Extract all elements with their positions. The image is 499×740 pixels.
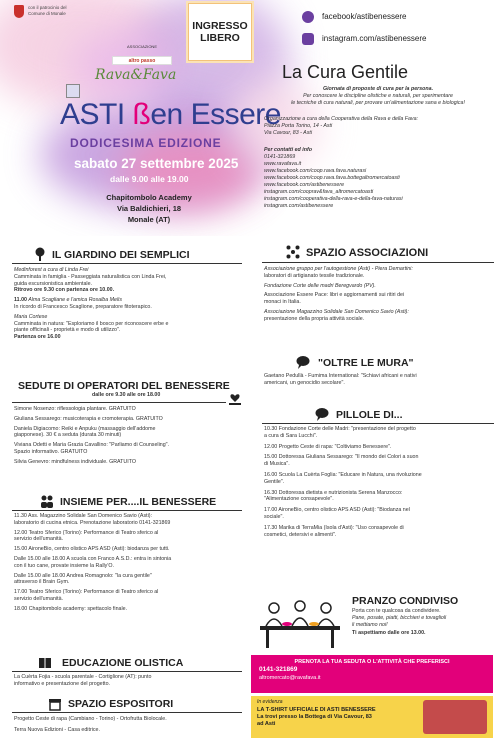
event-date: sabato 27 settembre 2025 xyxy=(74,156,239,171)
network-icon xyxy=(286,245,300,259)
runner-icon: ß xyxy=(132,98,151,131)
hands-heart-icon xyxy=(228,392,242,406)
cura-contacts: Per contatti ed info 0141-321869 www.ravafava.it www.facebook.com/coop.rava.fava.naturasi www.facebook.com/coop.rava.fava.bottegaltromercatoasti www.facebook.com/astibenessere instagram.com/cooprav&fava_altromercatoasti instagram.com/cooperativa-della-rava-e-della-fava-naturasi instagram.com/astibenessere xyxy=(264,147,494,210)
divider xyxy=(12,510,242,511)
cura-title: La Cura Gentile xyxy=(282,62,409,82)
contact-link[interactable]: www.facebook.com/astibenessere xyxy=(264,182,345,188)
cura-subtitle: Giornata di proposte di cura per la persona. xyxy=(322,86,434,92)
contact-link[interactable]: instagram.com/cooprav&fava_altromercatoasti xyxy=(264,189,374,195)
oltre-content: Gaetano Pedullà - Fumima International: "Schiavi africani e nativi americani, un genocidio secolare". xyxy=(264,373,417,386)
divider xyxy=(12,671,242,672)
lunch-illustration xyxy=(256,596,344,652)
espositori-title: SPAZIO ESPOSITORI xyxy=(68,698,174,710)
educazione-content: La Cuèrta Fojia - scuola parentale - Cortiglione (AT): punto informativo e presentazione del progetto. xyxy=(14,674,152,687)
speech-bubble-icon xyxy=(296,355,310,369)
association-logo: ASSOCIAZIONE xyxy=(126,44,157,49)
associazioni-title: SPAZIO ASSOCIAZIONI xyxy=(306,247,429,259)
tshirt-photo xyxy=(423,700,487,734)
booking-email[interactable]: altromercato@ravafava.it xyxy=(259,675,321,681)
divider xyxy=(12,712,242,713)
sedute-title: SEDUTE DI OPERATORI DEL BENESSERE xyxy=(18,380,230,392)
people-icon xyxy=(40,494,54,508)
educazione-title: EDUCAZIONE OLISTICA xyxy=(62,657,184,669)
people-at-table-icon xyxy=(256,596,344,652)
facebook-icon xyxy=(302,11,314,23)
municipal-crest-icon xyxy=(66,84,80,98)
edition-label: DODICESIMA EDIZIONE xyxy=(70,136,222,150)
speech-bubble-icon xyxy=(315,407,329,421)
insieme-list: 11.30 Ass. Magazzino Solidale San Domenico Savio (Asti): laboratorio di cucina etnica. Prenotazione laboratorio 0141-321869 12.00 Teatro Sferico (Torino): Performance di Teatro sferico al servizio dell'umanità. 15.00 AironeBio, centro olistico APS ASD (Asti): biodanza per tutti. Dalle 15.00 alle 18.00 A scuola con Franco A.S.D.: entra in sintonia con il tuo cane, provate insieme la Rally'O. Dalle 15.00 alle 18.00 Andrea Romagnolo: "la cura gentile" attraverso il Brain Gym. 17.00 Teatro Sferico (Torino): Performance di Teatro sferico al servizio dell'umanità. 18.00 Chapitombolo academy: spettacolo finale. xyxy=(14,513,172,612)
stand-icon xyxy=(48,697,62,711)
instagram-icon xyxy=(302,33,314,45)
patronage-note: con il patrocinio del Comune di Monale xyxy=(14,5,78,16)
contact-link[interactable]: www.facebook.com/coop.rava.fava.naturasi xyxy=(264,168,367,174)
divider xyxy=(262,262,494,263)
associazioni-list: Associazione gruppo per l'autogestione (Asti) - Piera Demartini: laboratori di artigianato tessile tradizionale. Fondazione Corte delle madri Beregvardo (PV). Associazione Essere Pace: libri e aggiornamenti sui ritiri dei monaci in Italia. Associazione Magazzino Solidale San Domenico Savio (Asti): presentazione della propria attività sociale. xyxy=(264,266,413,322)
sedute-list: Simone Nosenzo: riflessologia plantare. GRATUITO Giuliana Sessarego: musicoterapia e cromoterapia. GRATUITO Daniela Digiacomo: Reiki e Anpuku (massaggio dell'addome giapponese). 30 € a seduta (durata 30 minuti) Viviana Odetti e Maria Grazia Cavallino: "Parliamo di Counseling". Spazio informativo. GRATUITO Silvia Genevro: mindfulness individuale. GRATUITO xyxy=(14,406,169,465)
ravafava-logo: Rava&Fava xyxy=(95,67,177,83)
divider xyxy=(12,402,226,403)
free-entry-badge: INGRESSO LIBERO xyxy=(188,3,252,61)
altromercato-logo: altro passo xyxy=(112,56,172,65)
sedute-hours: dalle ore 9.30 alle ore 18.00 xyxy=(92,392,161,398)
insieme-title: INSIEME PER....IL BENESSERE xyxy=(60,496,217,508)
book-icon xyxy=(38,656,52,670)
booking-phone[interactable]: 0141-321869 xyxy=(259,666,298,673)
event-hours: dalle 9.00 alle 19.00 xyxy=(110,174,189,184)
booking-box: PRENOTA LA TUA SEDUTA O L'ATTIVITÀ CHE PREFERISCI 0141-321869 altromercato@ravafava.it xyxy=(251,655,493,693)
highlight-box: In evidenza LA T-SHIRT UFFICIALE DI ASTI BENESSERE La trovi presso la Bottega di Via Cavour, 83 ad Asti xyxy=(251,696,493,738)
crest-icon xyxy=(14,5,24,18)
divider xyxy=(262,423,494,424)
contact-link[interactable]: www.ravafava.it xyxy=(264,161,302,167)
pranzo-title: PRANZO CONDIVISO xyxy=(352,595,459,607)
facebook-link[interactable]: facebook/astibenessere xyxy=(302,11,407,23)
tree-icon xyxy=(33,247,47,261)
cura-description: Per conoscere le discipline olistiche e naturali, per sperimentare le tecniche di cura naturali, per provare un'alimentazione sana e biologica! xyxy=(291,93,465,106)
giardino-title: IL GIARDINO DEI SEMPLICI xyxy=(52,249,190,261)
event-title: ASTI ßen Essere xyxy=(60,98,281,131)
cura-organization: Organizzazione a cura della Cooperativa della Rava e della Fava: Piazza Porta Torino, 14 - Asti Via Cavour, 83 - Asti xyxy=(264,116,418,136)
pillole-list: 10.30 Fondazione Corte delle Madri: "presentazione del progetto a cura di Sara Lucchi". 12.00 Progetto Ceste di rapa: "Coltiviamo Benessere". 15.00 Dottoressa Giuliana Sessarego: "Il mondo dei Colori a suon di Musica". 16.00 Scuola La Cuèrta Foglia: "Educare in Natura, una rivoluzione Gentile". 16.30 Dottoressa dietista e nutrizionista Serena Manzocco: "Alimentazione consapevole". 17.00 AironeBio, centro olistico APS ASD (Asti): "Biodanza nel sociale". 17.30 Marika di TerraMia (Isola d'Asti): "Uso consapevole di cosmetici, detersivi e alimenti". xyxy=(264,426,422,538)
giardino-content: Medinforest a cura di Linda Frei Camminata in famiglia - Passeggiata naturalistica con Linda Frei, guida escursionistica ambientale. Ritrovo ore 9.30 con partenza ore 10.00. 11.00 Alma Scagliane e l'amica Rosalba Melis In ricordo di Francesco Scaglione, preparatore fitoterapico. Maria Cortese Camminata in natura: "Esploriamo il bosco per riconoscere erbe e piante officinali - proprietà e modo di utilizzo". Partenza ore 16.00 xyxy=(14,267,169,341)
event-venue: Chapitombolo Academy Via Baldichieri, 18 Monale (AT) xyxy=(106,193,192,224)
pillole-title: PILLOLE DI... xyxy=(336,409,403,421)
contact-link[interactable]: www.facebook.com/coop.rava.fava.bottegaltromercatoasti xyxy=(264,175,400,181)
pranzo-content: Porta con te qualcosa da condividere. Pane, posate, piatti, bicchieri e tovaglioli li mettiamo noi! Ti aspettiamo dalle ore 13.00. xyxy=(352,608,447,637)
espositori-content: Progetto Ceste di rapa (Cambiano - Torino) - Ortofrutta Biolocale. Terra Nuova Edizioni - Casa editrice. xyxy=(14,716,167,733)
contact-link[interactable]: instagram.com/astibenessere xyxy=(264,203,334,209)
contact-link[interactable]: instagram.com/cooperativa-della-rava-e-della-fava-naturasi xyxy=(264,196,403,202)
divider xyxy=(12,263,242,264)
oltre-title: "OLTRE LE MURA" xyxy=(318,357,414,369)
highlight-text: LA T-SHIRT UFFICIALE DI ASTI BENESSERE La trovi presso la Bottega di Via Cavour, 83 ad Asti xyxy=(257,707,376,727)
instagram-link[interactable]: instagram.com/astibenessere xyxy=(302,33,427,45)
